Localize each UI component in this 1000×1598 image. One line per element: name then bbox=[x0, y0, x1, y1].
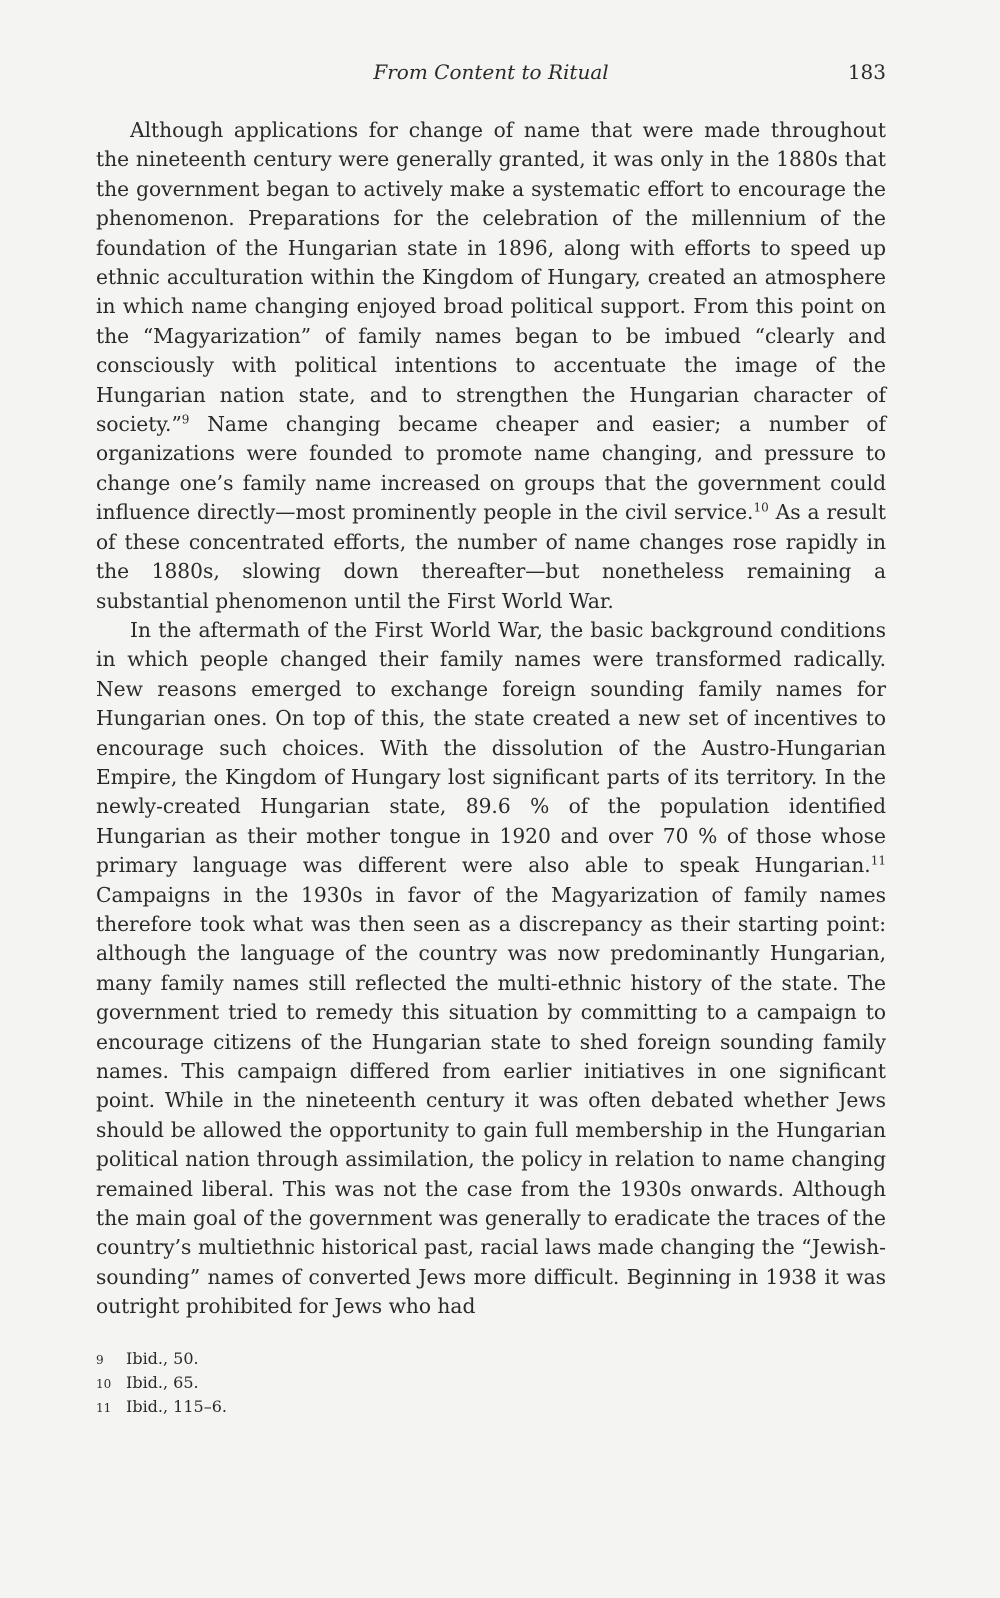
paragraph-text: In the aftermath of the First World War, the basic background conditions in which people changed their family names were transformed radically. New reasons emerged to exchange foreign sounding family names for Hungarian ones. On top of this, the state created a new set of incentives to encourage such choices. With the dissolution of the Austro-Hungarian Empire, the Kingdom of Hungary lost significant parts of its territory. In the newly-created Hungarian state, 89.6 % of the population identified Hungarian as their mother tongue in 1920 and over 70 % of those whose primary language was different were also able to speak Hungarian. bbox=[96, 617, 886, 878]
footnote-text: Ibid., 115–6. bbox=[126, 1397, 227, 1416]
body-text bbox=[96, 116, 886, 1322]
footnotes bbox=[96, 1347, 886, 1419]
paragraph-text: Although applications for change of name that were made throughout the nineteenth century were generally granted, it was only in the 1880s that the government began to actively make a systematic effort to encourage the phenomenon. Preparations for the celebration of the millennium of the foundation of the Hungarian state in 1896, along with efforts to speed up ethnic acculturation within the Kingdom of Hungary, created an atmosphere in which name changing enjoyed broad political support. From this point on the “Magyarization” of family names began to be imbued “clearly and consciously with political intentions to accentuate the image of the Hungarian nation state, and to strengthen the Hungarian character of society.” bbox=[96, 118, 886, 437]
footnote-text: Ibid., 50. bbox=[126, 1349, 199, 1368]
footnote-reference[interactable]: 11 bbox=[870, 853, 886, 868]
paragraph-text: Name changing became cheaper and easier; a number of organizations were founded to promote name changing, and pressure to change one’s family name increased on groups that the government could influence directly—most prominently people in the civil service. bbox=[96, 412, 886, 525]
running-title: From Content to Ritual bbox=[373, 60, 609, 84]
footnote: 11 Ibid., 115–6. bbox=[96, 1395, 886, 1419]
paragraph bbox=[96, 616, 886, 1322]
footnote-reference[interactable]: 10 bbox=[753, 500, 769, 515]
page-number: 183 bbox=[847, 60, 886, 84]
footnote-text: Ibid., 65. bbox=[126, 1373, 199, 1392]
footnote-reference[interactable]: 9 bbox=[181, 412, 190, 427]
paragraph-text: As a result of these concentrated efforts, the number of name changes rose rapidly in the 1880s, slowing down thereafter—but nonetheless remaining a substantial phenomenon until the First World War. bbox=[96, 500, 886, 613]
running-head bbox=[96, 58, 886, 88]
paragraph bbox=[96, 116, 886, 616]
footnote: 10 Ibid., 65. bbox=[96, 1371, 886, 1395]
paragraph-text: Campaigns in the 1930s in favor of the Magyarization of family names therefore took what was then seen as a discrepancy as their starting point: although the language of the country was now predominantly Hungarian, many family names still reflected the multi-ethnic history of the state. The government tried to remedy this situation by committing to a campaign to encourage citizens of the Hungarian state to shed foreign sounding family names. This campaign differed from earlier initiatives in one significant point. While in the nineteenth century it was often debated whether Jews should be allowed the opportunity to gain full membership in the Hungarian political nation through assimilation, the policy in relation to name changing remained liberal. This was not the case from the 1930s onwards. Although the main goal of the government was generally to eradicate the traces of the country’s multiethnic historical past, racial laws made changing the “Jewish-sounding” names of converted Jews more difficult. Beginning in 1938 it was outright prohibited for Jews who had bbox=[96, 882, 886, 1319]
footnote: 9 Ibid., 50. bbox=[96, 1347, 886, 1371]
